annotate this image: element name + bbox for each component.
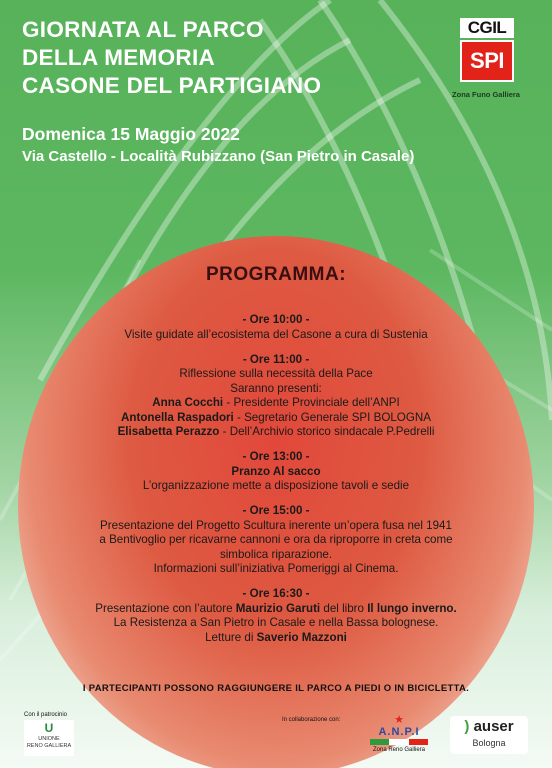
item-description: Pranzo Al sacco (231, 464, 321, 478)
title-line-3: CASONE DEL PARTIGIANO (22, 73, 322, 98)
text-run: Letture di (205, 630, 257, 644)
anpi-logo (366, 714, 432, 754)
speaker-line (40, 396, 512, 411)
schedule-item-1300 (40, 450, 512, 494)
time-label: - Ore 13:00 - (242, 450, 310, 463)
italian-flag-icon (370, 739, 428, 745)
zona-label: Zona Funo Galliera (452, 90, 520, 99)
patrocinio-label: Con il patrocinio (24, 712, 68, 718)
speaker-line (40, 411, 512, 426)
speaker-line (40, 425, 512, 440)
auser-city: Bologna (472, 738, 506, 748)
item-description: L’organizzazione mette a disposizione tavoli e sedie (142, 479, 410, 492)
item-description: Presentazione del Progetto Scultura inerente un’opera fusa nel 1941 (100, 518, 452, 532)
schedule-item-1000 (40, 313, 512, 342)
title-line-2: DELLA MEMORIA (22, 45, 216, 70)
unione-reno-galliera-logo (24, 720, 74, 756)
speaker-role: - Presidente Provinciale dell’ANPI (223, 396, 400, 409)
time-label: - Ore 16:30 - (242, 587, 310, 600)
book-title: Il lungo inverno. (367, 601, 457, 615)
anpi-wordmark: A.N.P.I (378, 726, 420, 738)
anpi-zona: Zona Reno Galliera (372, 747, 426, 753)
item-description: La Resistenza a San Pietro in Casale e nella Bassa bolognese. (113, 616, 439, 629)
schedule-item-1100 (40, 353, 512, 440)
unione-mark: U (44, 721, 54, 735)
auser-logo (450, 716, 528, 754)
collaboration-label: In collaborazione con: (282, 717, 341, 723)
access-note: I PARTECIPANTI POSSONO RAGGIUNGERE IL PARCO A PIEDI O IN BICICLETTA. (82, 683, 470, 694)
item-description: Visite guidate all’ecosistema del Casone a cura di Sustenia (124, 327, 428, 341)
text-run: del libro (320, 601, 368, 615)
speaker-name: Elisabetta Perazzo (117, 425, 220, 438)
unione-text: UNIONE (38, 736, 60, 742)
title-line-1: GIORNATA AL PARCO (22, 17, 264, 42)
unione-text: RENO GALLIERA (26, 743, 72, 749)
time-label: - Ore 11:00 - (242, 352, 310, 366)
auser-wordmark (450, 716, 528, 738)
star-icon: ★ (394, 714, 404, 726)
program-schedule (40, 313, 512, 656)
cgil-spi-logo (460, 18, 514, 82)
speaker-name: Antonella Raspadori (121, 410, 234, 424)
speaker-role: - Segretario Generale SPI BOLOGNA (233, 410, 431, 424)
time-label: - Ore 15:00 - (242, 504, 310, 517)
time-label: - Ore 10:00 - (242, 313, 310, 326)
event-venue: Via Castello - Località Rubizzano (San Pietro in Casale) (22, 148, 415, 165)
swoosh-icon: ) (464, 718, 470, 735)
author-name: Maurizio Garuti (235, 601, 321, 615)
item-description: Informazioni sull’iniziativa Pomeriggi al Cinema. (153, 562, 399, 575)
cgil-wordmark: CGIL (460, 18, 514, 38)
speaker-role: - Dell’Archivio storico sindacale P.Pedrelli (219, 425, 435, 438)
item-description: simbolica riparazione. (219, 547, 333, 561)
event-title (22, 16, 321, 100)
schedule-item-1630 (40, 587, 512, 645)
item-description: Riflessione sulla necessità della Pace (179, 367, 373, 380)
schedule-item-1500 (40, 504, 512, 577)
speaker-name: Anna Cocchi (152, 396, 224, 409)
reader-name: Saverio Mazzoni (256, 630, 347, 644)
text-run: Presentazione con l’autore (95, 601, 236, 615)
item-description: Saranno presenti: (230, 381, 322, 395)
auser-text: auser (473, 718, 514, 735)
program-heading: PROGRAMMA: (205, 264, 347, 285)
item-description: a Bentivoglio per ricavarne cannoni e ora da riproporre in creta come (99, 533, 453, 546)
event-date: Domenica 15 Maggio 2022 (22, 124, 240, 144)
spi-wordmark: SPI (460, 40, 514, 82)
item-description (40, 602, 512, 617)
item-description (40, 631, 512, 646)
